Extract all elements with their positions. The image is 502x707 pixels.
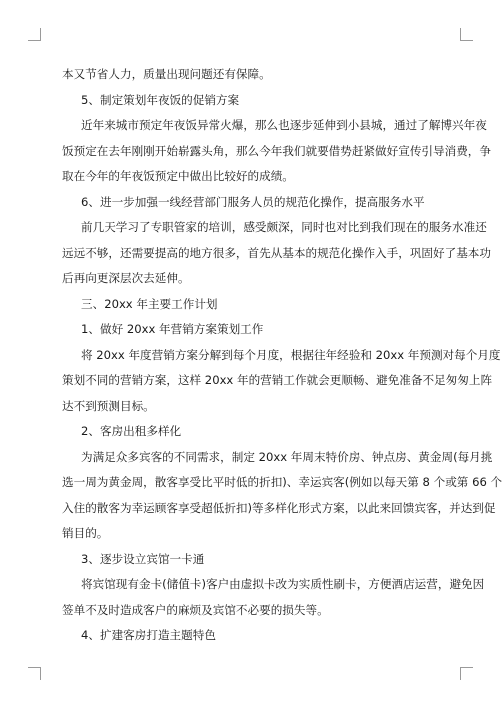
section-heading: 6、进一步加强一线经营部门服务人员的规范化操作，提高服务水平 xyxy=(81,194,425,209)
paragraph-line: 达不到预测目标。 xyxy=(62,398,155,413)
section-heading: 1、做好 20xx 年营销方案策划工作 xyxy=(81,322,264,336)
section-heading: 三、20xx 年主要工作计划 xyxy=(81,296,218,311)
paragraph-line: 近年来城市预定年夜饭异常火爆，那么也逐步延伸到小县城，通过了解博兴年夜 xyxy=(81,118,487,132)
paragraph-line: 后再向更深层次去延伸。 xyxy=(62,271,190,285)
section-heading: 3、逐步设立宾馆一卡通 xyxy=(81,551,205,566)
crop-mark-bottom-right xyxy=(460,667,473,680)
crop-mark-top-right xyxy=(460,28,473,41)
paragraph-line: 策划不同的营销方案，这样 20xx 年的营销工作就会更顺畅、避免准备不足匆匆上阵 xyxy=(62,373,493,387)
paragraph-line: 取在今年的年夜饭预定中做出比较好的成绩。 xyxy=(62,169,294,183)
paragraph-line: 远远不够，还需要提高的地方很多，首先从基本的规范化操作入手，巩固好了基本功 xyxy=(62,245,491,260)
paragraph-line: 签单不及时造成客户的麻烦及宾馆不必要的损失等。 xyxy=(62,602,329,617)
crop-mark-top-left xyxy=(28,28,41,41)
paragraph-line: 选一周为黄金周，散客享受比平时低的折扣)、幸运宾客(例如以每天第 8 个或第 66 个 xyxy=(62,475,502,489)
paragraph-line: 前几天学习了专职管家的培训，感受颇深，同时也对比到我们现在的服务水准还 xyxy=(81,220,487,234)
document-page xyxy=(62,62,502,649)
paragraph-line: 为满足众多宾客的不同需求，制定 20xx 年周末特价房、钟点房、黄金周(每月挑 xyxy=(81,449,493,464)
section-heading: 2、客房出租多样化 xyxy=(81,424,182,438)
crop-mark-bottom-left xyxy=(28,667,41,680)
text-line: 本又节省人力，质量出现问题还有保障。 xyxy=(62,67,271,81)
paragraph-line: 销目的。 xyxy=(62,526,109,540)
paragraph-line: 饭预定在去年刚刚开始崭露头角，那么今年我们就要借势赶紧做好宣传引导消费，争 xyxy=(62,143,491,158)
paragraph-line: 将宾馆现有金卡(储值卡)客户由虚拟卡改为实质性刷卡，方便酒店运营，避免因 xyxy=(81,577,485,591)
paragraph-line: 入住的散客为幸运顾客享受超低折扣)等多样化形式方案，以此来回馈宾客，并达到促 xyxy=(62,500,496,515)
paragraph-line: 将 20xx 年度营销方案分解到每个月度，根据往年经验和 20xx 年预测对每个月度 xyxy=(81,347,501,362)
section-heading: 5、制定策划年夜饭的促销方案 xyxy=(81,92,240,107)
section-heading: 4、扩建客房打造主题特色 xyxy=(81,628,216,642)
